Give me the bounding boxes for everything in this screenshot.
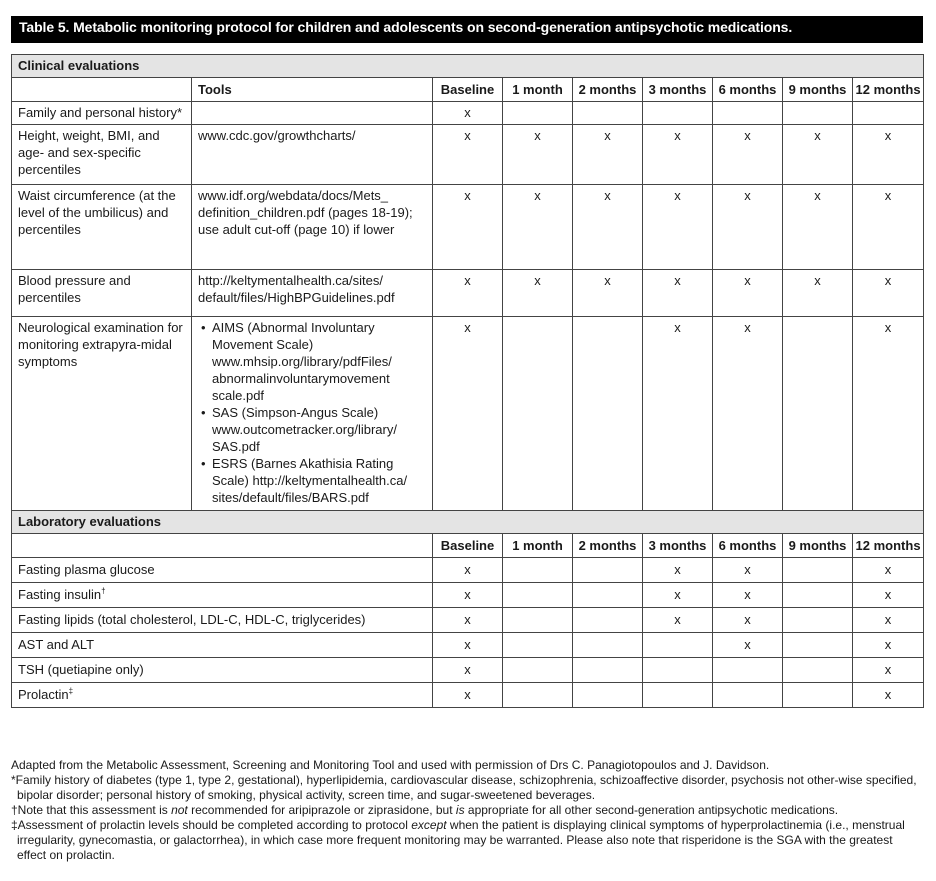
schedule-mark (503, 102, 573, 125)
list-item: • SAS (Simpson-Angus Scale) www.outcometracker.org/library/ SAS.pdf (212, 404, 426, 455)
schedule-mark (573, 683, 643, 708)
schedule-mark: x (433, 185, 503, 270)
schedule-mark: x (713, 633, 783, 658)
evaluation-label (12, 583, 433, 608)
lab-test-name: AST and ALT (18, 637, 95, 652)
evaluation-tools: www.idf.org/webdata/docs/Mets_ definition_children.pdf (pages 18-19); use adult cut-off (page 10) if lower (192, 185, 433, 270)
schedule-mark: x (433, 583, 503, 608)
column-header-row (12, 78, 924, 102)
schedule-mark (713, 102, 783, 125)
schedule-mark (503, 558, 573, 583)
column-header-row (12, 534, 924, 558)
table-row (12, 102, 924, 125)
schedule-mark: x (433, 633, 503, 658)
list-item: • AIMS (Abnormal Involuntary Movement Scale) www.mhsip.org/library/pdfFiles/ abnormalinvoluntarymovement scale.pdf (212, 319, 426, 404)
column-header: 9 months (783, 78, 853, 102)
schedule-mark (573, 608, 643, 633)
schedule-mark (643, 102, 713, 125)
schedule-mark (573, 558, 643, 583)
schedule-mark: x (433, 608, 503, 633)
evaluation-label (12, 558, 433, 583)
schedule-mark: x (573, 185, 643, 270)
table-body (12, 55, 924, 708)
column-header: 2 months (573, 78, 643, 102)
schedule-mark: x (643, 583, 713, 608)
lab-test-name: TSH (quetiapine only) (18, 662, 144, 677)
table-row (12, 185, 924, 270)
evaluation-label (12, 658, 433, 683)
schedule-mark (643, 633, 713, 658)
schedule-mark (783, 633, 853, 658)
schedule-mark (573, 102, 643, 125)
schedule-mark (503, 317, 573, 511)
footnote-star: *Family history of diabetes (type 1, type 2, gestational), hyperlipidemia, cardiovascular disease, schizophrenia, schizoaffective disorder, psychosis not other-wise specified, bipolar disorder; personal history of smoking, physical activity, screen time, and sugar-sweetened beverages. (11, 773, 917, 802)
schedule-mark: x (503, 185, 573, 270)
schedule-mark: x (853, 633, 924, 658)
column-header: 3 months (643, 78, 713, 102)
schedule-mark: x (853, 583, 924, 608)
evaluation-label: Family and personal history* (12, 102, 192, 125)
evaluation-label (12, 633, 433, 658)
evaluation-label: Height, weight, BMI, and age- and sex-specific percentiles (12, 125, 192, 185)
schedule-mark (573, 658, 643, 683)
monitoring-table (11, 54, 924, 708)
lab-test-name: Fasting insulin (18, 587, 102, 602)
schedule-mark: x (713, 583, 783, 608)
column-header: Tools (192, 78, 433, 102)
table-title: Table 5. Metabolic monitoring protocol for children and adolescents on second-generation antipsychotic medications. (11, 16, 923, 43)
schedule-mark: x (433, 270, 503, 317)
schedule-mark: x (853, 608, 924, 633)
footnotes (11, 758, 925, 863)
schedule-mark: x (853, 185, 924, 270)
table-row (12, 317, 924, 511)
schedule-mark (783, 102, 853, 125)
schedule-mark: x (433, 683, 503, 708)
schedule-mark: x (853, 317, 924, 511)
section-heading: Clinical evaluations (12, 55, 924, 78)
schedule-mark: x (783, 125, 853, 185)
column-header: Baseline (433, 534, 503, 558)
laboratory-section-heading (12, 511, 924, 534)
schedule-mark (713, 683, 783, 708)
schedule-mark: x (643, 125, 713, 185)
table-row (12, 633, 924, 658)
schedule-mark: x (783, 270, 853, 317)
schedule-mark: x (643, 185, 713, 270)
schedule-mark: x (713, 185, 783, 270)
source-note: Adapted from the Metabolic Assessment, Screening and Monitoring Tool and used with permission of Drs C. Panagiotopoulos and J. Davidson. (11, 758, 770, 772)
table-row (12, 583, 924, 608)
column-header: 3 months (643, 534, 713, 558)
schedule-mark: x (783, 185, 853, 270)
clinical-section-heading (12, 55, 924, 78)
schedule-mark: x (853, 125, 924, 185)
evaluation-label (12, 608, 433, 633)
table-row (12, 683, 924, 708)
schedule-mark: x (713, 125, 783, 185)
schedule-mark: x (643, 608, 713, 633)
schedule-mark: x (713, 558, 783, 583)
column-header: 1 month (503, 534, 573, 558)
schedule-mark: x (643, 558, 713, 583)
column-header: Baseline (433, 78, 503, 102)
schedule-mark: x (713, 270, 783, 317)
schedule-mark: x (853, 658, 924, 683)
schedule-mark: x (643, 317, 713, 511)
list-item: • ESRS (Barnes Akathisia Rating Scale) http://keltymentalhealth.ca/ sites/default/files/BARS.pdf (212, 455, 426, 506)
lab-test-name: Fasting lipids (total cholesterol, LDL-C, HDL-C, triglycerides) (18, 612, 366, 627)
schedule-mark (783, 317, 853, 511)
evaluation-tools (192, 102, 433, 125)
schedule-mark: x (433, 102, 503, 125)
schedule-mark (783, 608, 853, 633)
schedule-mark (573, 583, 643, 608)
evaluation-label (12, 683, 433, 708)
evaluation-label: Neurological examination for monitoring extrapyra-midal symptoms (12, 317, 192, 511)
schedule-mark: x (433, 558, 503, 583)
schedule-mark: x (853, 683, 924, 708)
column-header: 12 months (853, 78, 924, 102)
column-header: 12 months (853, 534, 924, 558)
evaluation-tools: http://keltymentalhealth.ca/sites/ default/files/HighBPGuidelines.pdf (192, 270, 433, 317)
column-header: 9 months (783, 534, 853, 558)
schedule-mark (643, 658, 713, 683)
column-header: 6 months (713, 534, 783, 558)
table-row (12, 558, 924, 583)
schedule-mark (783, 683, 853, 708)
table-row (12, 608, 924, 633)
schedule-mark (573, 317, 643, 511)
schedule-mark: x (433, 317, 503, 511)
evaluation-tools: www.cdc.gov/growthcharts/ (192, 125, 433, 185)
schedule-mark (783, 583, 853, 608)
schedule-mark (503, 683, 573, 708)
schedule-mark: x (713, 317, 783, 511)
table-row (12, 125, 924, 185)
footnote-ddagger: ‡Assessment of prolactin levels should be completed according to protocol except when the patient is displaying clinical symptoms of hyperprolactinemia (i.e., menstrual irregularity, gynecomastia, or galactorrhea), in which case more frequent monitoring may be warranted. Please also note that risperidone is the SGA with the greatest effect on prolactin. (11, 818, 905, 862)
schedule-mark: x (643, 270, 713, 317)
schedule-mark: x (433, 125, 503, 185)
column-header: 1 month (503, 78, 573, 102)
column-header: 2 months (573, 534, 643, 558)
schedule-mark (783, 658, 853, 683)
schedule-mark: x (573, 270, 643, 317)
section-heading: Laboratory evaluations (12, 511, 924, 534)
schedule-mark (503, 608, 573, 633)
schedule-mark (573, 633, 643, 658)
schedule-mark: x (853, 270, 924, 317)
column-header (12, 534, 433, 558)
table-row (12, 270, 924, 317)
schedule-mark (853, 102, 924, 125)
table-row (12, 658, 924, 683)
lab-test-name: Fasting plasma glucose (18, 562, 155, 577)
evaluation-tools (192, 317, 433, 511)
footnote-marker: ‡ (68, 686, 74, 696)
column-header: 6 months (713, 78, 783, 102)
schedule-mark (713, 658, 783, 683)
evaluation-label: Blood pressure and percentiles (12, 270, 192, 317)
column-header (12, 78, 192, 102)
evaluation-label: Waist circumference (at the level of the umbilicus) and percentiles (12, 185, 192, 270)
schedule-mark: x (853, 558, 924, 583)
schedule-mark (783, 558, 853, 583)
schedule-mark (503, 658, 573, 683)
tools-list (198, 319, 426, 506)
lab-test-name: Prolactin (18, 687, 69, 702)
schedule-mark: x (503, 270, 573, 317)
schedule-mark (503, 583, 573, 608)
footnote-dagger: †Note that this assessment is not recommended for aripiprazole or ziprasidone, but is appropriate for all other second-generation antipsychotic medications. (11, 803, 839, 817)
schedule-mark: x (433, 658, 503, 683)
footnote-marker: † (101, 586, 106, 596)
schedule-mark: x (573, 125, 643, 185)
schedule-mark (643, 683, 713, 708)
schedule-mark: x (503, 125, 573, 185)
schedule-mark (503, 633, 573, 658)
schedule-mark: x (713, 608, 783, 633)
